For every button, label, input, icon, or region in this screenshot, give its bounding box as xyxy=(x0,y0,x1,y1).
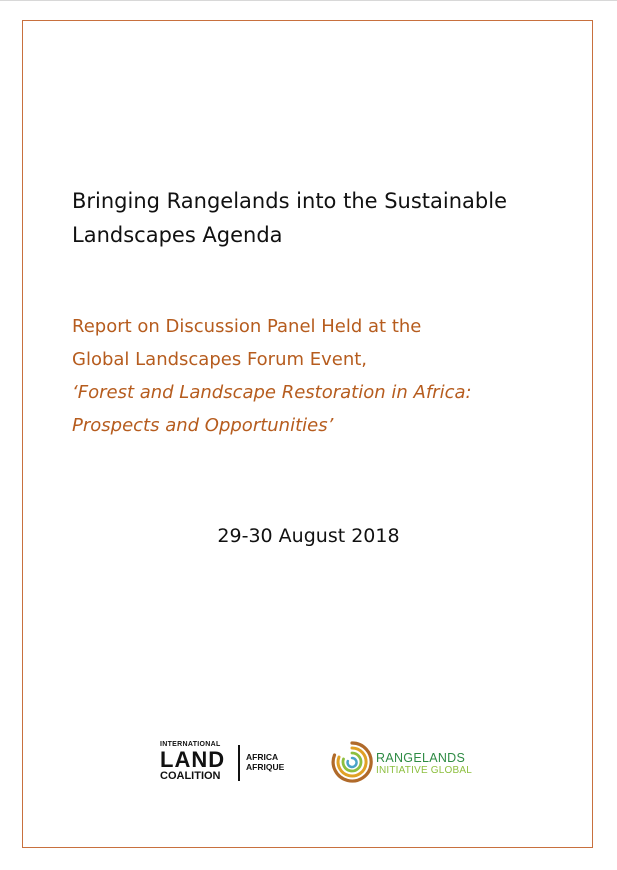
subtitle-line-3: ‘Forest and Landscape Restoration in Africa: xyxy=(72,382,472,403)
ilc-logo-line-3: COALITION xyxy=(160,770,221,782)
ilc-logo-line-2: LAND xyxy=(160,747,226,772)
document-title xyxy=(72,184,572,252)
rangelands-swirl-icon xyxy=(330,740,374,784)
title-line-2: Landscapes Agenda xyxy=(72,223,283,247)
rangelands-logo-text xyxy=(376,751,472,777)
ilc-region-2: AFRIQUE xyxy=(246,762,285,772)
event-date: 29-30 August 2018 xyxy=(217,525,400,547)
subtitle-line-2: Global Landscapes Forum Event, xyxy=(72,349,368,370)
page-top-rule xyxy=(0,0,617,1)
subtitle-line-4: Prospects and Opportunities’ xyxy=(72,415,334,436)
subtitle-line-1: Report on Discussion Panel Held at the xyxy=(72,316,422,337)
rangelands-logo-line-1: RANGELANDS xyxy=(376,751,466,765)
document-subtitle xyxy=(72,310,592,442)
ilc-region-1: AFRICA xyxy=(246,752,279,762)
rangelands-logo-line-2: INITIATIVE GLOBAL xyxy=(376,765,473,776)
ilc-logo-line-1: INTERNATIONAL xyxy=(160,741,221,748)
title-line-1: Bringing Rangelands into the Sustainable xyxy=(72,189,508,213)
ilc-logo-divider xyxy=(238,745,240,781)
